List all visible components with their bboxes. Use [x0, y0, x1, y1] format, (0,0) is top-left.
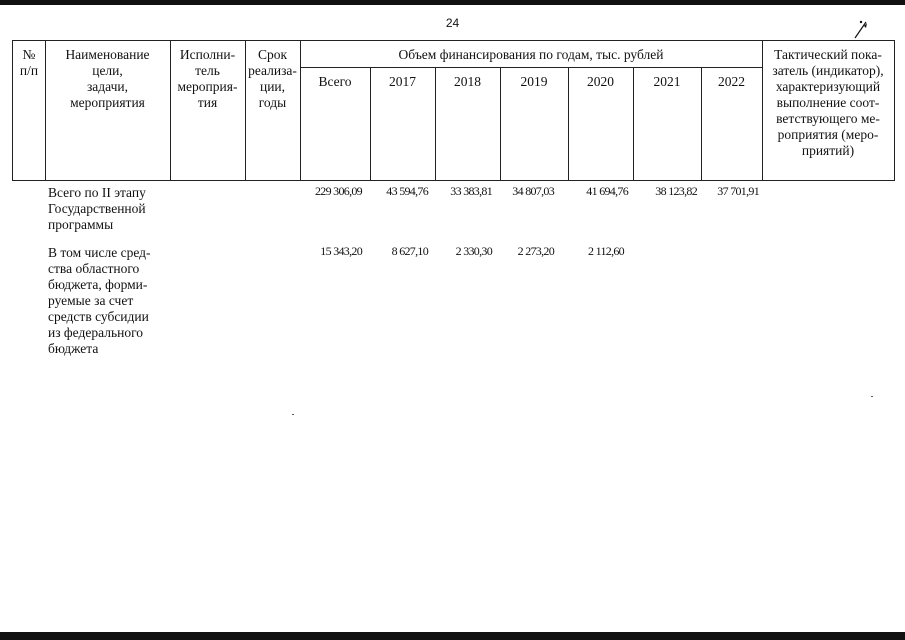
row-value-2018: 2 330,30: [455, 244, 492, 258]
row-value-2017: 8 627,10: [391, 244, 428, 258]
row-value-2017: 43 594,76: [386, 184, 428, 198]
row-value-2020: 41 694,76: [586, 184, 628, 198]
row-name: В том числе сред- ства областного бюджета, форми- руемые за счет средств субсидии из федерального бюджета: [48, 245, 151, 356]
header-name: Наименование цели, задачи, мероприятия: [65, 47, 150, 110]
scan-speck: [292, 414, 294, 415]
header-year-2020: 2020: [587, 74, 614, 89]
header-funding-group: Объем финансирования по годам, тыс. рублей: [398, 47, 664, 62]
pen-mark-icon: [852, 14, 872, 40]
row-total: 15 343,20: [320, 244, 362, 258]
row-value-2020: 2 112,60: [588, 244, 624, 258]
header-year-2021: 2021: [653, 74, 681, 89]
header-number: № п/п: [19, 47, 39, 78]
header-executor: Исполни- тель мероприя- тия: [177, 47, 238, 110]
header-year-2022: 2022: [718, 74, 745, 89]
row-value-2022: 37 701,91: [717, 184, 759, 198]
header-total: Всего: [318, 74, 352, 89]
row-name: Всего по II этапу Государственной программы: [48, 185, 146, 232]
row-value-2019: 34 807,03: [512, 184, 554, 198]
row-value-2018: 33 383,81: [450, 184, 492, 198]
row-value-2021: 38 123,82: [655, 184, 697, 198]
top-border: [0, 0, 905, 5]
header-indicator: Тактический пока- затель (индикатор), характеризующий выполнение соот- ветствующего ме- роприятия (меро- приятий): [772, 47, 884, 158]
bottom-border: [0, 632, 905, 640]
page-number: 24: [445, 16, 460, 30]
header-year-2017: 2017: [389, 74, 416, 89]
header-year-2019: 2019: [520, 74, 548, 89]
header-year-2018: 2018: [454, 74, 481, 89]
row-value-2019: 2 273,20: [517, 244, 554, 258]
header-term: Срок реализа- ции, годы: [248, 47, 297, 110]
row-total: 229 306,09: [314, 184, 362, 198]
scan-speck: [871, 396, 873, 397]
